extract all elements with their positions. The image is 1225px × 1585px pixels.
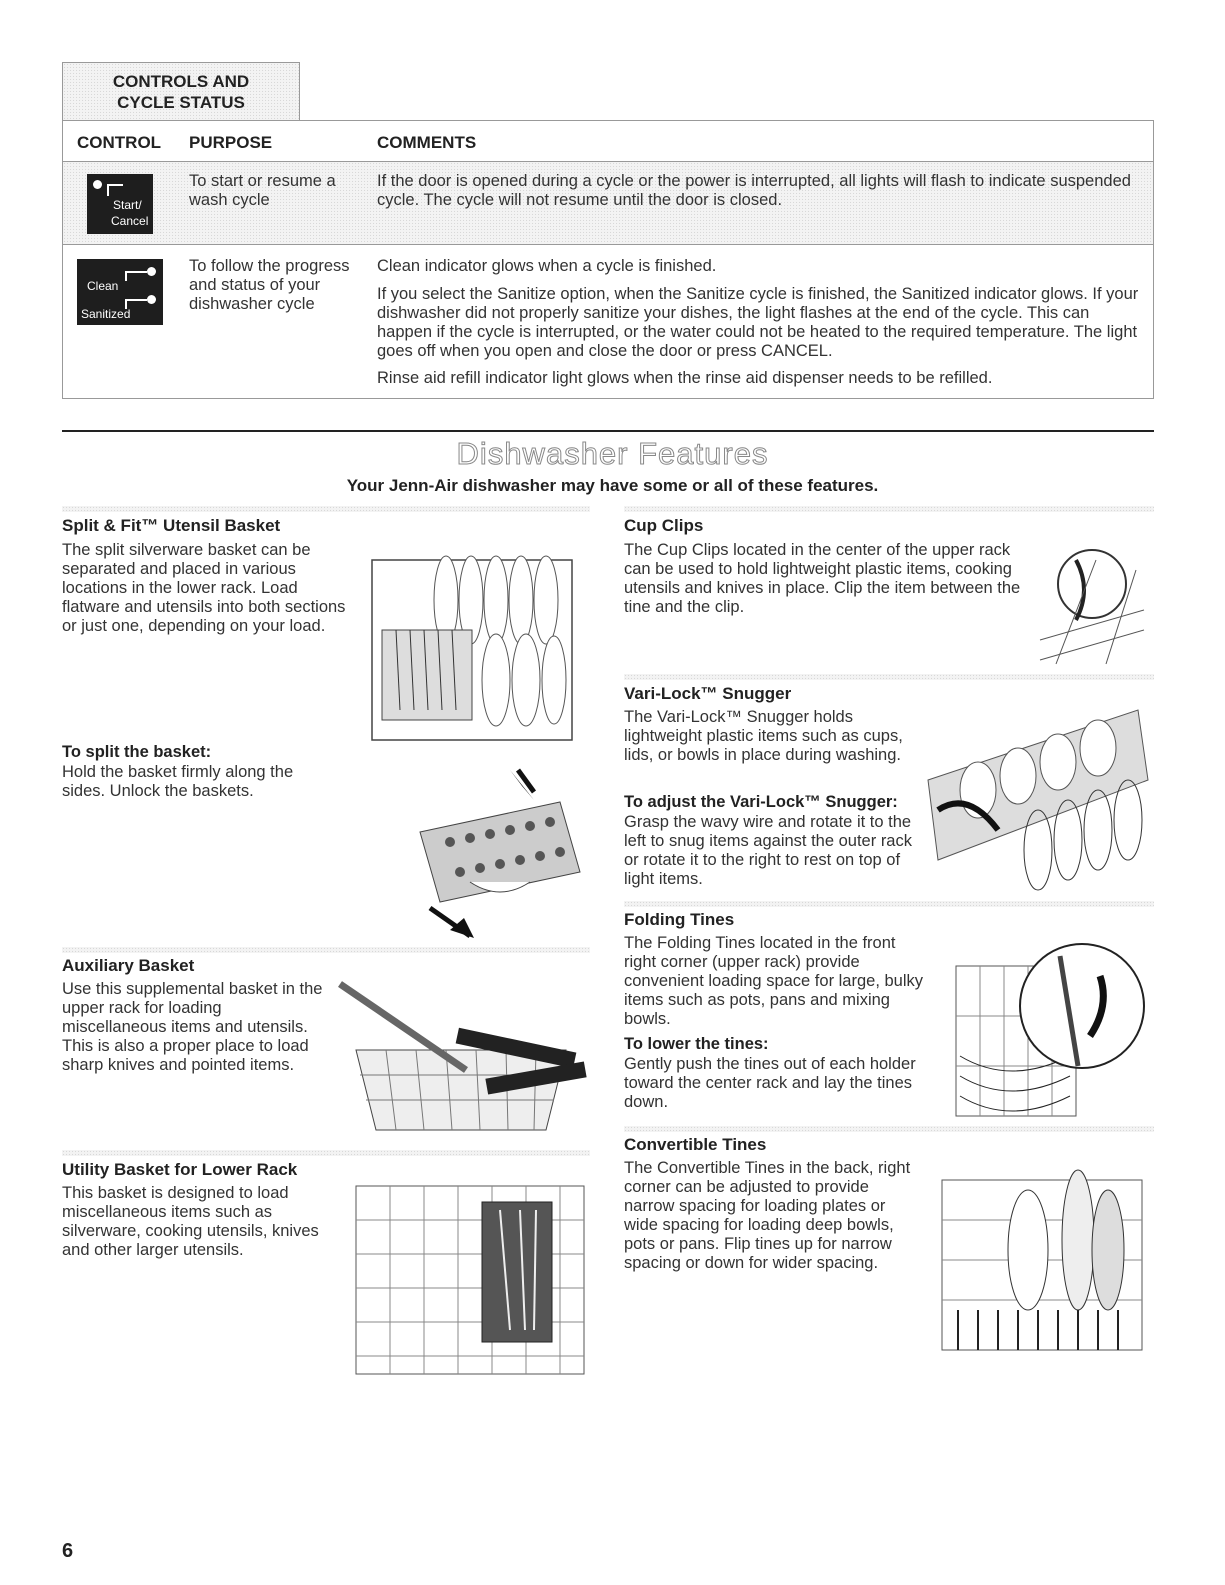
section-divider xyxy=(62,430,1154,432)
controls-tab-title-line2: CYCLE STATUS xyxy=(117,93,245,112)
auxiliary-basket-heading: Auxiliary Basket xyxy=(62,956,195,975)
comments-rinse-aid: Rinse aid refill indicator light glows when the rinse aid dispenser needs to be refilled. xyxy=(377,369,993,387)
controls-section-tab xyxy=(62,62,300,120)
table-row-start-cancel xyxy=(63,161,1153,245)
split-basket-text: Hold the basket firmly along the sides. Unlock the baskets. xyxy=(62,763,294,800)
lower-tines-text: Gently push the tines out of each holder toward the center rack and lay the tines down. xyxy=(624,1055,916,1111)
divider xyxy=(62,506,590,512)
header-comments: COMMENTS xyxy=(377,133,477,152)
adjust-vari-lock-text: Grasp the wavy wire and rotate it to the left to snug items against the outer rack or rotate it to the right to rest on top of light items. xyxy=(624,813,912,888)
lower-tines-heading: To lower the tines: xyxy=(624,1035,769,1053)
comments-clean: Clean indicator glows when a cycle is finished. xyxy=(377,257,717,275)
vari-lock-heading: Vari-Lock™ Snugger xyxy=(624,684,792,703)
controls-tab-title-line1: CONTROLS AND xyxy=(112,72,250,91)
table-row-clean-sanitized xyxy=(63,245,1153,400)
comments-start-cancel: If the door is opened during a cycle or the power is interrupted, all lights will flash to indicate suspended cycle. The cycle will not resume until the door is closed. xyxy=(377,172,1131,209)
split-fit-heading: Split & Fit™ Utensil Basket xyxy=(62,516,281,535)
utensil-basket-illustration xyxy=(366,540,580,746)
features-title: Dishwasher Features xyxy=(456,436,769,471)
convertible-tines-illustration xyxy=(938,1160,1148,1356)
clean-sanitized-indicator-icon: Clean Sanitized xyxy=(77,259,163,325)
divider xyxy=(624,674,1154,680)
adjust-vari-lock-heading: To adjust the Vari-Lock™ Snugger: xyxy=(624,793,898,811)
divider xyxy=(62,1150,590,1156)
split-fit-text: The split silverware basket can be separated and placed in various locations in the lower rack. Load flatware and utensils into both sections or just one, depending on your load. xyxy=(62,541,346,635)
convertible-tines-heading: Convertible Tines xyxy=(624,1135,767,1154)
utility-basket-text: This basket is designed to load miscellaneous items such as silverware, cooking utensils, knives and other larger utensils. xyxy=(62,1184,319,1259)
vari-lock-snugger-illustration xyxy=(918,700,1152,892)
split-basket-illustration xyxy=(410,762,595,940)
folding-tines-illustration xyxy=(950,936,1150,1126)
start-cancel-button-icon: Start/ Cancel xyxy=(87,174,153,234)
cup-clips-heading: Cup Clips xyxy=(624,516,704,535)
divider xyxy=(62,947,590,953)
divider xyxy=(624,901,1154,907)
divider xyxy=(624,506,1154,512)
split-basket-heading: To split the basket: xyxy=(62,743,212,761)
convertible-tines-text: The Convertible Tines in the back, right corner can be adjusted to provide narrow spacing for loading plates or wide spacing for loading deep bowls, pots or pans. Flip tines up for narrow spacing or down for wider spacing. xyxy=(624,1159,911,1272)
header-purpose: PURPOSE xyxy=(189,133,273,152)
vari-lock-text: The Vari-Lock™ Snugger holds lightweight plastic items such as cups, lids, or bowls in place during washing. xyxy=(624,708,903,764)
cup-clips-text: The Cup Clips located in the center of the upper rack can be used to hold lightweight plastic items, cooking utensils and knives in place. Clip the item between the tine and the clip. xyxy=(624,541,1021,616)
auxiliary-basket-illustration xyxy=(336,980,591,1138)
features-subtitle: Your Jenn-Air dishwasher may have some or all of these features. xyxy=(346,476,879,495)
folding-tines-text: The Folding Tines located in the front right corner (upper rack) provide convenient loading space for large, bulky items such as pots, pans and mixing bowls. xyxy=(624,934,924,1028)
folding-tines-heading: Folding Tines xyxy=(624,910,735,929)
utility-basket-heading: Utility Basket for Lower Rack xyxy=(62,1160,298,1179)
auxiliary-basket-text: Use this supplemental basket in the upper rack for loading miscellaneous items and utensils. This is also a proper place to load sharp knives and pointed items. xyxy=(62,980,323,1074)
comments-sanitized: If you select the Sanitize option, when the Sanitize cycle is finished, the Sanitized indicator glows. If your dishwasher did not properly sanitize your dishes, the light flashes at the end of the cycle. This can happen if the cycle is interrupted, or the water could not be heated to the required temperature. The light goes off when you open and close the door or press CANCEL. xyxy=(377,285,1139,360)
header-control: CONTROL xyxy=(77,133,162,152)
divider xyxy=(624,1126,1154,1132)
utility-basket-illustration xyxy=(350,1180,590,1380)
cup-clips-illustration xyxy=(1036,540,1148,668)
purpose-start-cancel: To start or resume a wash cycle xyxy=(189,172,336,209)
controls-table xyxy=(62,120,1154,399)
page-number: 6 xyxy=(62,1540,74,1562)
purpose-clean-sanitized: To follow the progress and status of your dishwasher cycle xyxy=(189,257,350,313)
